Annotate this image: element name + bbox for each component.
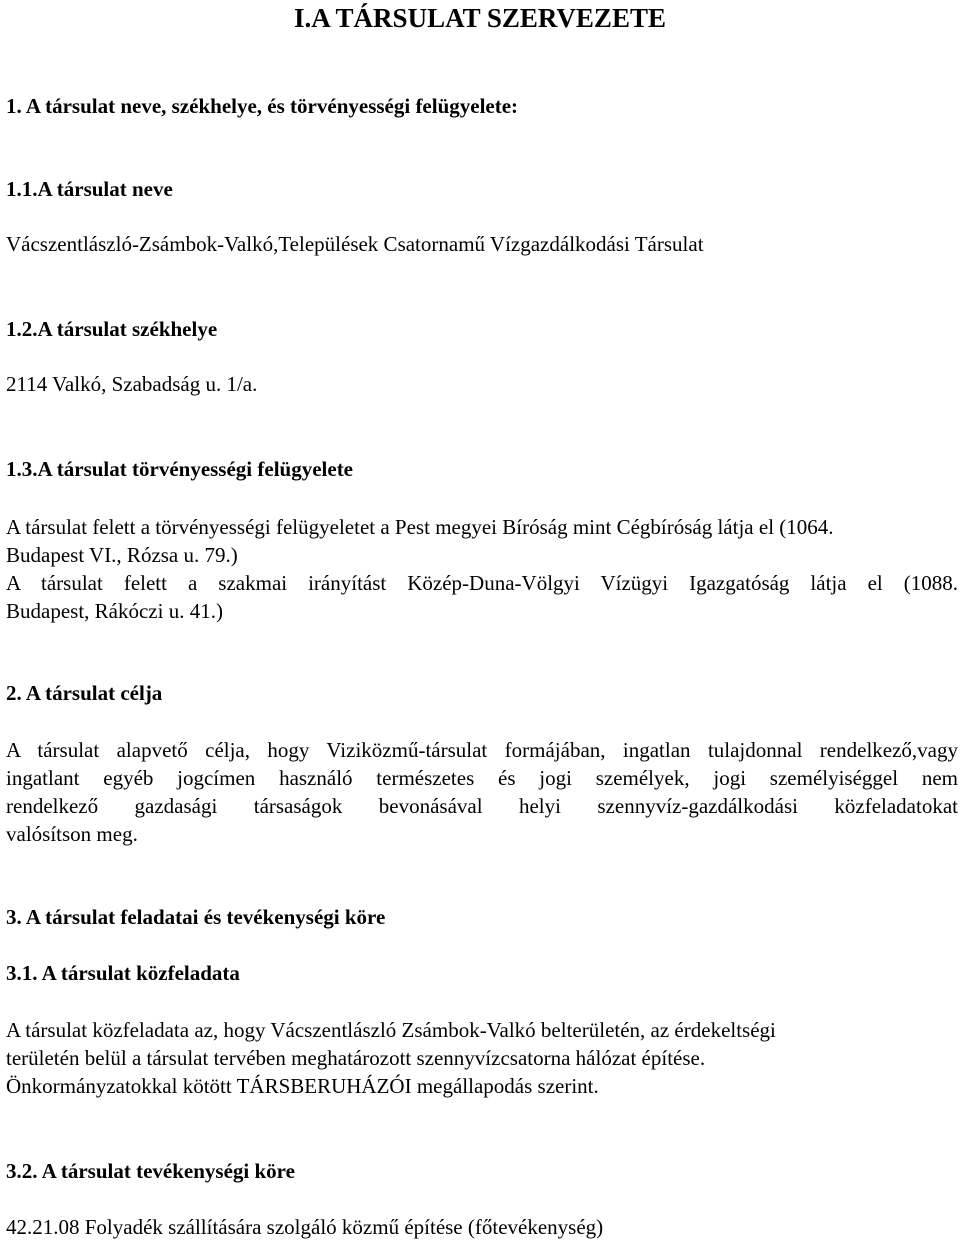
paragraph-line: területén belül a társulat tervében meghatározott szennyvízcsatorna hálózat építése. [6,1046,706,1070]
section-3-2-heading: 3.2. A társulat tevékenységi köre [6,1159,295,1183]
section-1-3-paragraph-1 [6,513,958,569]
paragraph-line: rendelkező gazdasági társaságok bevonásával helyi szennyvíz-gazdálkodási közfeladatokat [6,794,958,818]
paragraph-line: Önkormányzatokkal kötött TÁRSBERUHÁZÓI megállapodás szerint. [6,1074,599,1098]
paragraph-line: valósítson meg. [6,822,138,846]
paragraph-line: Budapest, Rákóczi u. 41.) [6,599,223,623]
section-1-2-heading: 1.2.A társulat székhelye [6,317,218,341]
paragraph-line: A társulat közfeladata az, hogy Vácszentlászló Zsámbok-Valkó belterületén, az érdekeltségi [6,1018,776,1042]
section-1-1-heading: 1.1.A társulat neve [6,177,173,201]
section-3-heading: 3. A társulat feladatai és tevékenységi köre [6,905,386,929]
section-2-paragraph [6,736,958,848]
section-3-2-text: 42.21.08 Folyadék szállítására szolgáló közmű építése (főtevékenység) [6,1215,604,1239]
section-1-1-text: Vácszentlászló-Zsámbok-Valkó,Települések Csatornamű Vízgazdálkodási Társulat [6,232,704,256]
section-1-2-text: 2114 Valkó, Szabadság u. 1/a. [6,372,258,396]
document-title: I.A TÁRSULAT SZERVEZETE [294,3,666,33]
section-3-1-heading: 3.1. A társulat közfeladata [6,961,240,985]
section-1-heading: 1. A társulat neve, székhelye, és törvényességi felügyelete: [6,94,519,118]
section-3-1-paragraph [6,1016,958,1100]
section-1-3-heading: 1.3.A társulat törvényességi felügyelete [6,457,354,481]
paragraph-line: ingatlant egyéb jogcímen használó természetes és jogi személyek, jogi személyiséggel nem [6,766,958,790]
section-2-heading: 2. A társulat célja [6,681,163,705]
paragraph-line: A társulat felett a törvényességi felügyeletet a Pest megyei Bíróság mint Cégbíróság látja el (1064. [6,515,834,539]
paragraph-line: Budapest VI., Rózsa u. 79.) [6,543,238,567]
paragraph-line: A társulat felett a szakmai irányítást Közép-Duna-Völgyi Vízügyi Igazgatóság látja el (1088. [6,571,958,595]
paragraph-line: A társulat alapvető célja, hogy Viziközmű-társulat formájában, ingatlan tulajdonnal rendelkező,vagy [6,738,958,762]
section-1-3-paragraph-2 [6,569,958,625]
